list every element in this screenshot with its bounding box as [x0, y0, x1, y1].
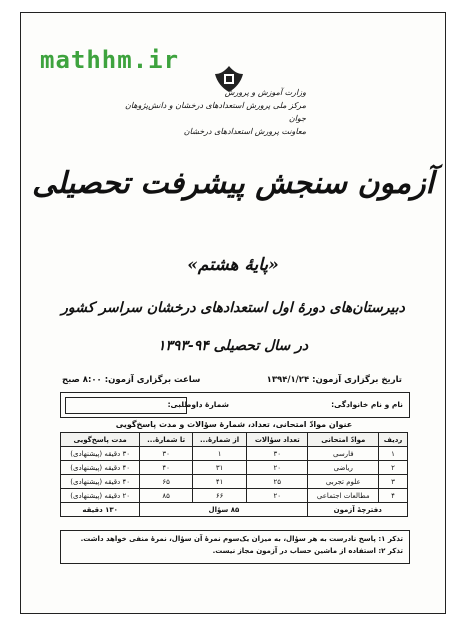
table-cell: ریاضی: [308, 461, 379, 475]
table-cell: ۲۰: [247, 461, 308, 475]
footer-duration: ۱۳۰ دقیقه: [61, 503, 140, 517]
exam-time-label: ساعت برگزاری آزمون:: [104, 375, 201, 385]
grade-title: «پایهٔ هشتم»: [187, 255, 279, 275]
table-header-cell: مدت پاسخ‌گویی: [61, 433, 140, 447]
table-footer-row: [61, 503, 408, 517]
table-cell: ۳۰: [140, 447, 193, 461]
table-cell: مطالعات اجتماعی: [308, 489, 379, 503]
candidate-info-box: [60, 392, 410, 418]
table-cell: ۴۰: [140, 461, 193, 475]
table-cell: ۴: [379, 489, 408, 503]
table-cell: ۴۰ دقیقه (پیشنهادی): [61, 461, 140, 475]
ministry-line-1: وزارت آموزش و پرورش: [224, 88, 306, 97]
table-cell: ۴۱: [193, 475, 247, 489]
table-cell: ۶۶: [193, 489, 247, 503]
exam-time-value: ۸:۰۰ صبح: [62, 375, 102, 385]
table-cell: ۸۵: [140, 489, 193, 503]
main-title: آزمون سنجش پیشرفت تحصیلی: [32, 166, 434, 201]
table-cell: ۲۵: [247, 475, 308, 489]
seat-number-field[interactable]: [65, 397, 187, 414]
table-header-row: [61, 433, 408, 447]
table-cell: علوم تجربی: [308, 475, 379, 489]
notes-box: [60, 530, 410, 564]
seat-number-label: شمارهٔ داوطلبی:: [167, 400, 229, 409]
table-header-cell: از شمارهٔ...: [193, 433, 247, 447]
table-header-cell: ردیف: [379, 433, 408, 447]
year-title: در سال تحصیلی ۹۴-۱۳۹۳: [157, 338, 309, 354]
table-cell: ۲۰ دقیقه (پیشنهادی): [61, 489, 140, 503]
note-1: تذکر ۱: پاسخ نادرست به هر سؤال، به میزان یک‌سوم نمرهٔ آن سؤال، نمرهٔ منفی خواهد داشت.: [80, 535, 403, 543]
table-row: [61, 461, 408, 475]
footer-count: ۸۵ سؤال: [140, 503, 308, 517]
table-row: [61, 489, 408, 503]
table-cell: فارسی: [308, 447, 379, 461]
table-cell: ۳۰: [247, 447, 308, 461]
table-cell: ۱: [193, 447, 247, 461]
note-2: تذکر ۲: استفاده از ماشین حساب در آزمون مجاز نیست.: [212, 547, 403, 555]
table-cell: ۶۵: [140, 475, 193, 489]
table-row: [61, 475, 408, 489]
ministry-line-2: مرکز ملی پرورش استعدادهای درخشان و دانش‌پژوهان جوان: [125, 101, 306, 123]
footer-label: دفترچهٔ آزمون: [308, 503, 408, 517]
table-cell: ۱: [379, 447, 408, 461]
table-cell: ۳: [379, 475, 408, 489]
table-cell: ۳۰ دقیقه (پیشنهادی): [61, 447, 140, 461]
exam-time: [62, 375, 200, 385]
table-caption: عنوان موادّ امتحانی، تعداد، شمارهٔ سؤالات و مدت پاسخ‌گویی: [115, 420, 353, 429]
school-title: دبیرستان‌های دورهٔ اول استعدادهای درخشان سراسر کشور: [61, 300, 405, 316]
table-cell: ۲۰: [247, 489, 308, 503]
exam-date: [267, 375, 402, 385]
exam-date-value: ۱۳۹۴/۱/۲۴: [266, 375, 310, 385]
exam-datetime-bar: [62, 375, 402, 385]
exam-date-label: تاریخ برگزاری آزمون:: [312, 375, 402, 385]
table-row: [61, 447, 408, 461]
table-header-cell: تعداد سؤالات: [247, 433, 308, 447]
subjects-table: [60, 432, 408, 517]
table-cell: ۴۰ دقیقه (پیشنهادی): [61, 475, 140, 489]
ministry-line-3: معاونت پرورش استعدادهای درخشان: [183, 127, 306, 136]
watermark: mathhm.ir: [40, 46, 180, 74]
table-cell: ۲: [379, 461, 408, 475]
table-cell: ۳۱: [193, 461, 247, 475]
table-header-cell: تا شمارهٔ...: [140, 433, 193, 447]
name-label: نام و نام خانوادگی:: [331, 400, 403, 409]
ministry-header: [106, 86, 306, 138]
table-header-cell: موادّ امتحانی: [308, 433, 379, 447]
